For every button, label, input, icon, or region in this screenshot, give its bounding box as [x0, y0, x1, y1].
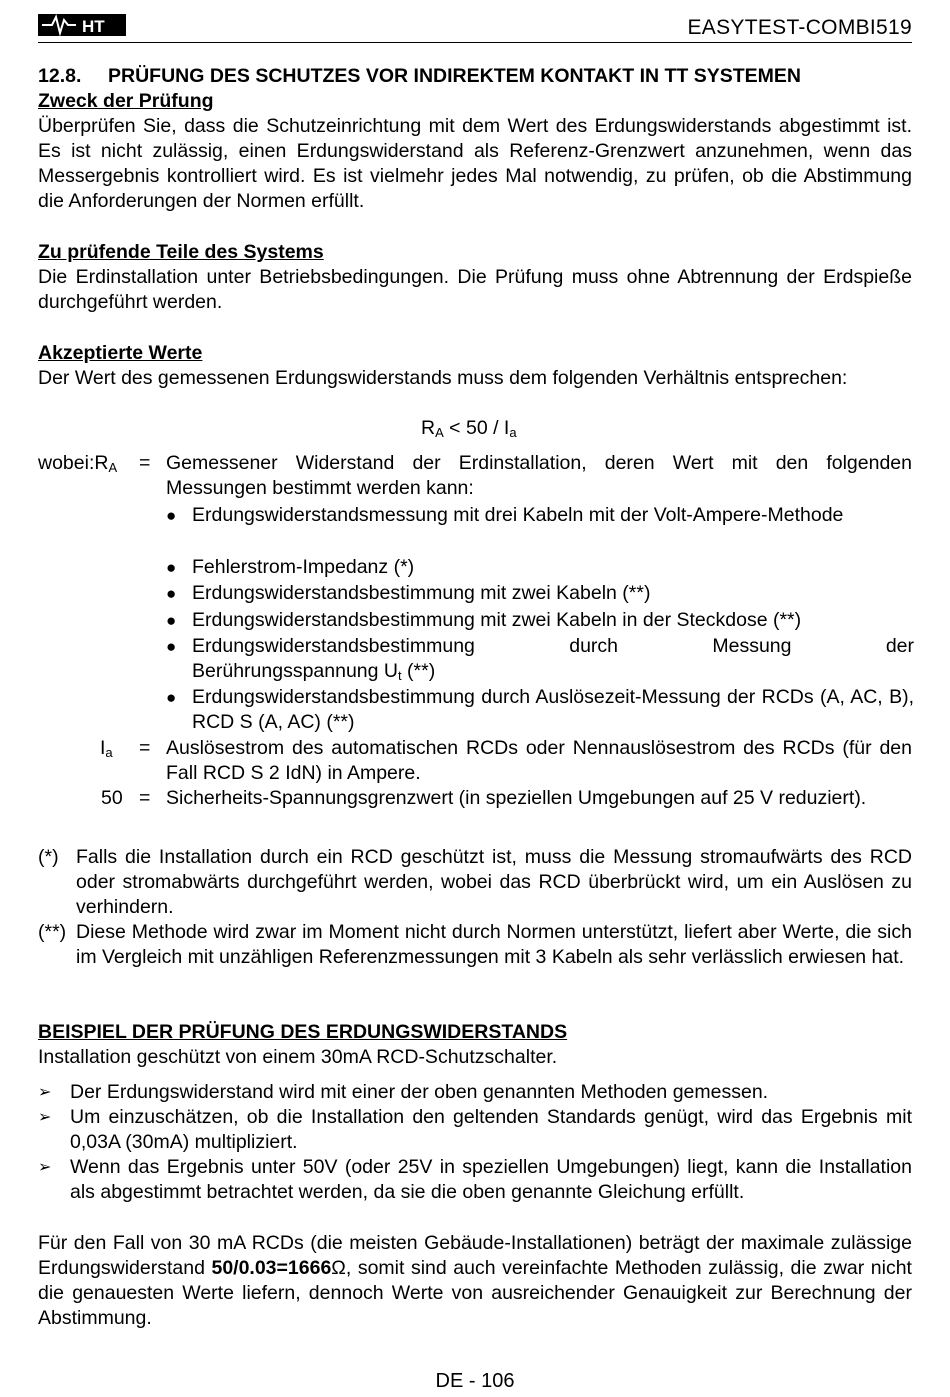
bullet-icon: ● [166, 584, 177, 603]
bullet-icon: ● [166, 611, 177, 630]
formula: $R_A < 50 / I_a$ [421, 417, 517, 440]
page-header [38, 10, 912, 43]
page-number: DE - 106 [435, 1370, 515, 1392]
accepted-block [38, 341, 912, 391]
example-intro: Installation geschützt von einem 30mA RCD-Schutzschalter. [38, 1046, 558, 1068]
bullet-icon: ● [166, 637, 177, 656]
svg-text:HT: HT [82, 17, 105, 36]
parts-heading: Zu prüfende Teile des Systems [38, 241, 324, 263]
purpose-block [38, 89, 912, 214]
section-title [38, 64, 801, 89]
ht-logo [38, 12, 126, 38]
section-title-text: PRÜFUNG DES SCHUTZES VOR INDIREKTEM KONTAKT IN TT SYSTEMEN [108, 65, 801, 87]
ia-description: Auslösestrom des automatischen RCDs oder Nennauslösestrom des RCDs (für den Fall RCD S 2 IdN) in Ampere. [166, 737, 912, 784]
parts-text: Die Erdinstallation unter Betriebsbedingungen. Die Prüfung muss ohne Abtrennung der Erdspieße durchgeführt werden. [38, 266, 912, 313]
purpose-heading: Zweck der Prüfung [38, 90, 214, 112]
arrow-bullet-icon: ➢ [38, 1159, 52, 1176]
arrow-bullet-icon: ➢ [38, 1109, 52, 1126]
section-number: 12.8. [38, 65, 82, 87]
bullet-icon: ● [166, 688, 177, 707]
accepted-text: Der Wert des gemessenen Erdungswiderstands muss dem folgenden Verhältnis entsprechen: [38, 367, 848, 389]
bullet-icon: ● [166, 506, 177, 525]
model-name: EASYTEST-COMBI519 [687, 16, 912, 39]
fifty-description: Sicherheits-Spannungsgrenzwert (in speziellen Umgebungen auf 25 V reduziert). [166, 787, 867, 809]
example-heading: BEISPIEL DER PRÜFUNG DES ERDUNGSWIDERSTANDS [38, 1021, 568, 1043]
parts-block [38, 240, 912, 315]
arrow-bullet-icon: ➢ [38, 1084, 52, 1101]
accepted-heading: Akzeptierte Werte [38, 342, 203, 364]
bullet-icon: ● [166, 558, 177, 577]
example-block [38, 1020, 912, 1070]
ra-description: Gemessener Widerstand der Erdinstallation, deren Wert mit den folgenden Messungen bestimmt werden kann: [166, 452, 912, 499]
example-conclusion: Für den Fall von 30 mA RCDs (die meisten Gebäude-Installationen) beträgt der maximale zulässige Erdungswiderstand 50/0.03=1666Ω, somit sind auch vereinfachte Methoden zulässig, die zwar nicht die genauesten Werte liefern, dennoch Werte von ausreichender Genauigkeit zur Berechnung der Abstimmung. [38, 1232, 912, 1329]
purpose-text: Überprüfen Sie, dass die Schutzeinrichtung mit dem Wert des Erdungswiderstands abgestimmt ist. Es ist nicht zulässig, einen Erdungswiderstand als Referenz-Grenzwert anzunehmen, wenn das Messergebnis kontrolliert wird. Es ist vielmehr jedes Mal notwendig, zu prüfen, ob die Abstimmung die Anforderungen der Normen erfüllt. [38, 115, 912, 212]
